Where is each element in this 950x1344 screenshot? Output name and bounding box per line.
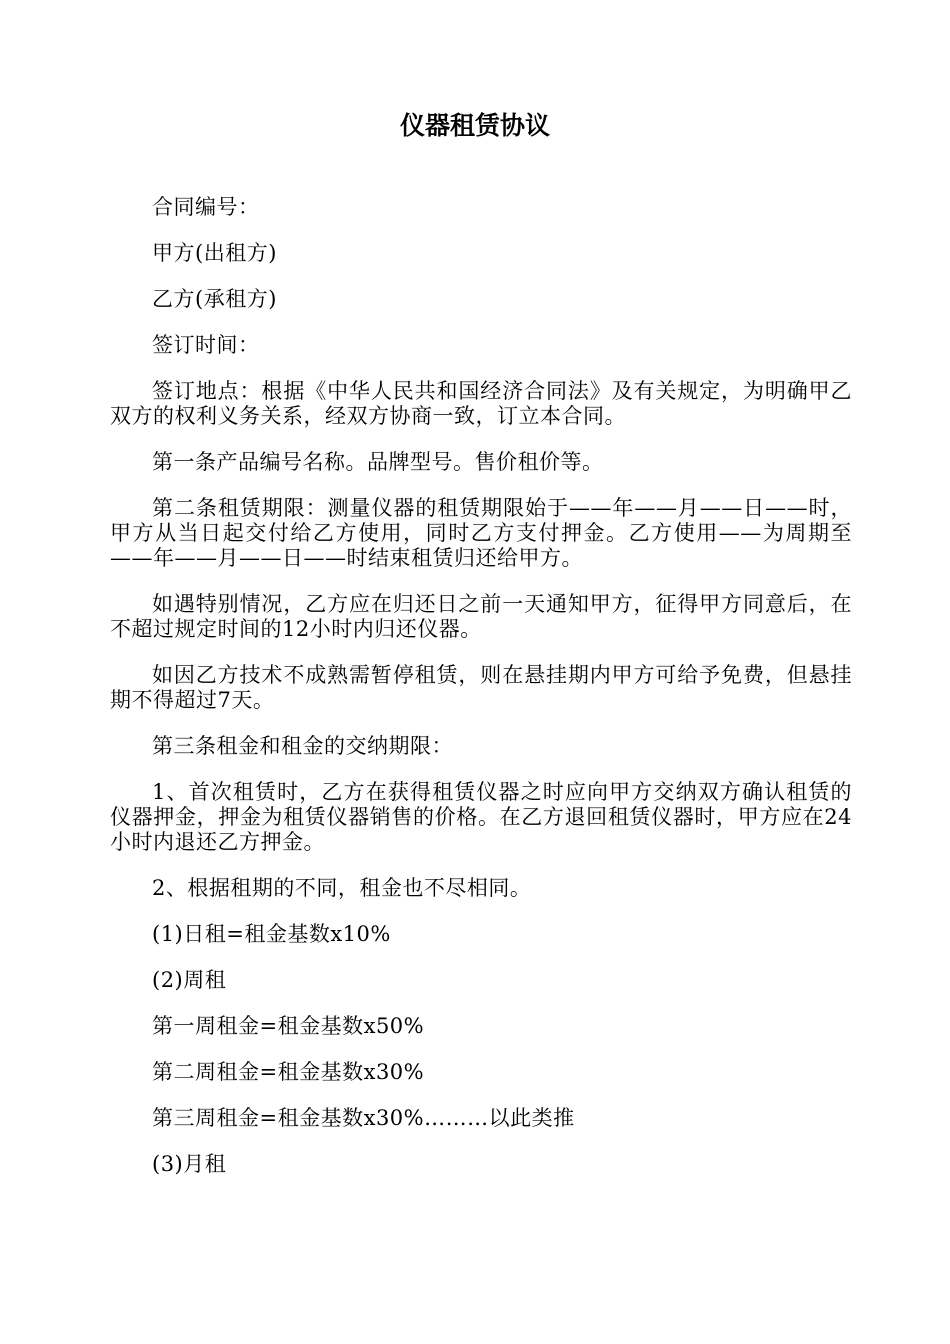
week-2-rent-line: 第二周租金=租金基数x30% <box>152 1060 425 1084</box>
monthly-rent-line: (3)月租 <box>152 1152 227 1176</box>
suspension-paragraph: 如因乙方技术不成熟需暂停租赁，则在悬挂期内甲方可给予免费，但悬挂期不得超过7天。 <box>110 663 852 712</box>
signing-time-line: 签订时间： <box>152 333 260 357</box>
week-3-rent-line: 第三周租金=租金基数x30%………以此类推 <box>152 1106 575 1130</box>
party-b-line: 乙方(承租方) <box>152 287 277 311</box>
party-a-line: 甲方(出租方) <box>152 241 277 265</box>
rent-varies-paragraph: 2、根据租期的不同，租金也不尽相同。 <box>152 876 532 900</box>
deposit-paragraph: 1、首次租赁时，乙方在获得租赁仪器之时应向甲方交纳双方确认租赁的仪器押金，押金为租赁仪器销售的价格。在乙方退回租赁仪器时，甲方应在24小时内退还乙方押金。 <box>110 780 852 854</box>
article-1-paragraph: 第一条产品编号名称。品牌型号。售价租价等。 <box>152 450 604 474</box>
contract-number-line: 合同编号： <box>152 195 260 219</box>
document-title: 仪器租赁协议 <box>399 111 550 140</box>
document-body <box>110 195 852 1198</box>
article-3-heading: 第三条租金和租金的交纳期限： <box>152 734 453 758</box>
signing-place-paragraph: 签订地点：根据《中华人民共和国经济合同法》及有关规定，为明确甲乙双方的权利义务关系，经双方协商一致，订立本合同。 <box>110 379 852 428</box>
article-2-paragraph: 第二条租赁期限：测量仪器的租赁期限始于——年——月——日——时，甲方从当日起交付给乙方使用，同时乙方支付押金。乙方使用——为周期至——年——月——日——时结束租赁归还给甲方。 <box>110 496 852 570</box>
special-situation-paragraph: 如遇特别情况，乙方应在归还日之前一天通知甲方，征得甲方同意后，在不超过规定时间的12小时内归还仪器。 <box>110 592 852 641</box>
daily-rent-line: (1)日租=租金基数x10% <box>152 922 391 946</box>
weekly-rent-line: (2)周租 <box>152 968 227 992</box>
week-1-rent-line: 第一周租金=租金基数x50% <box>152 1014 425 1038</box>
